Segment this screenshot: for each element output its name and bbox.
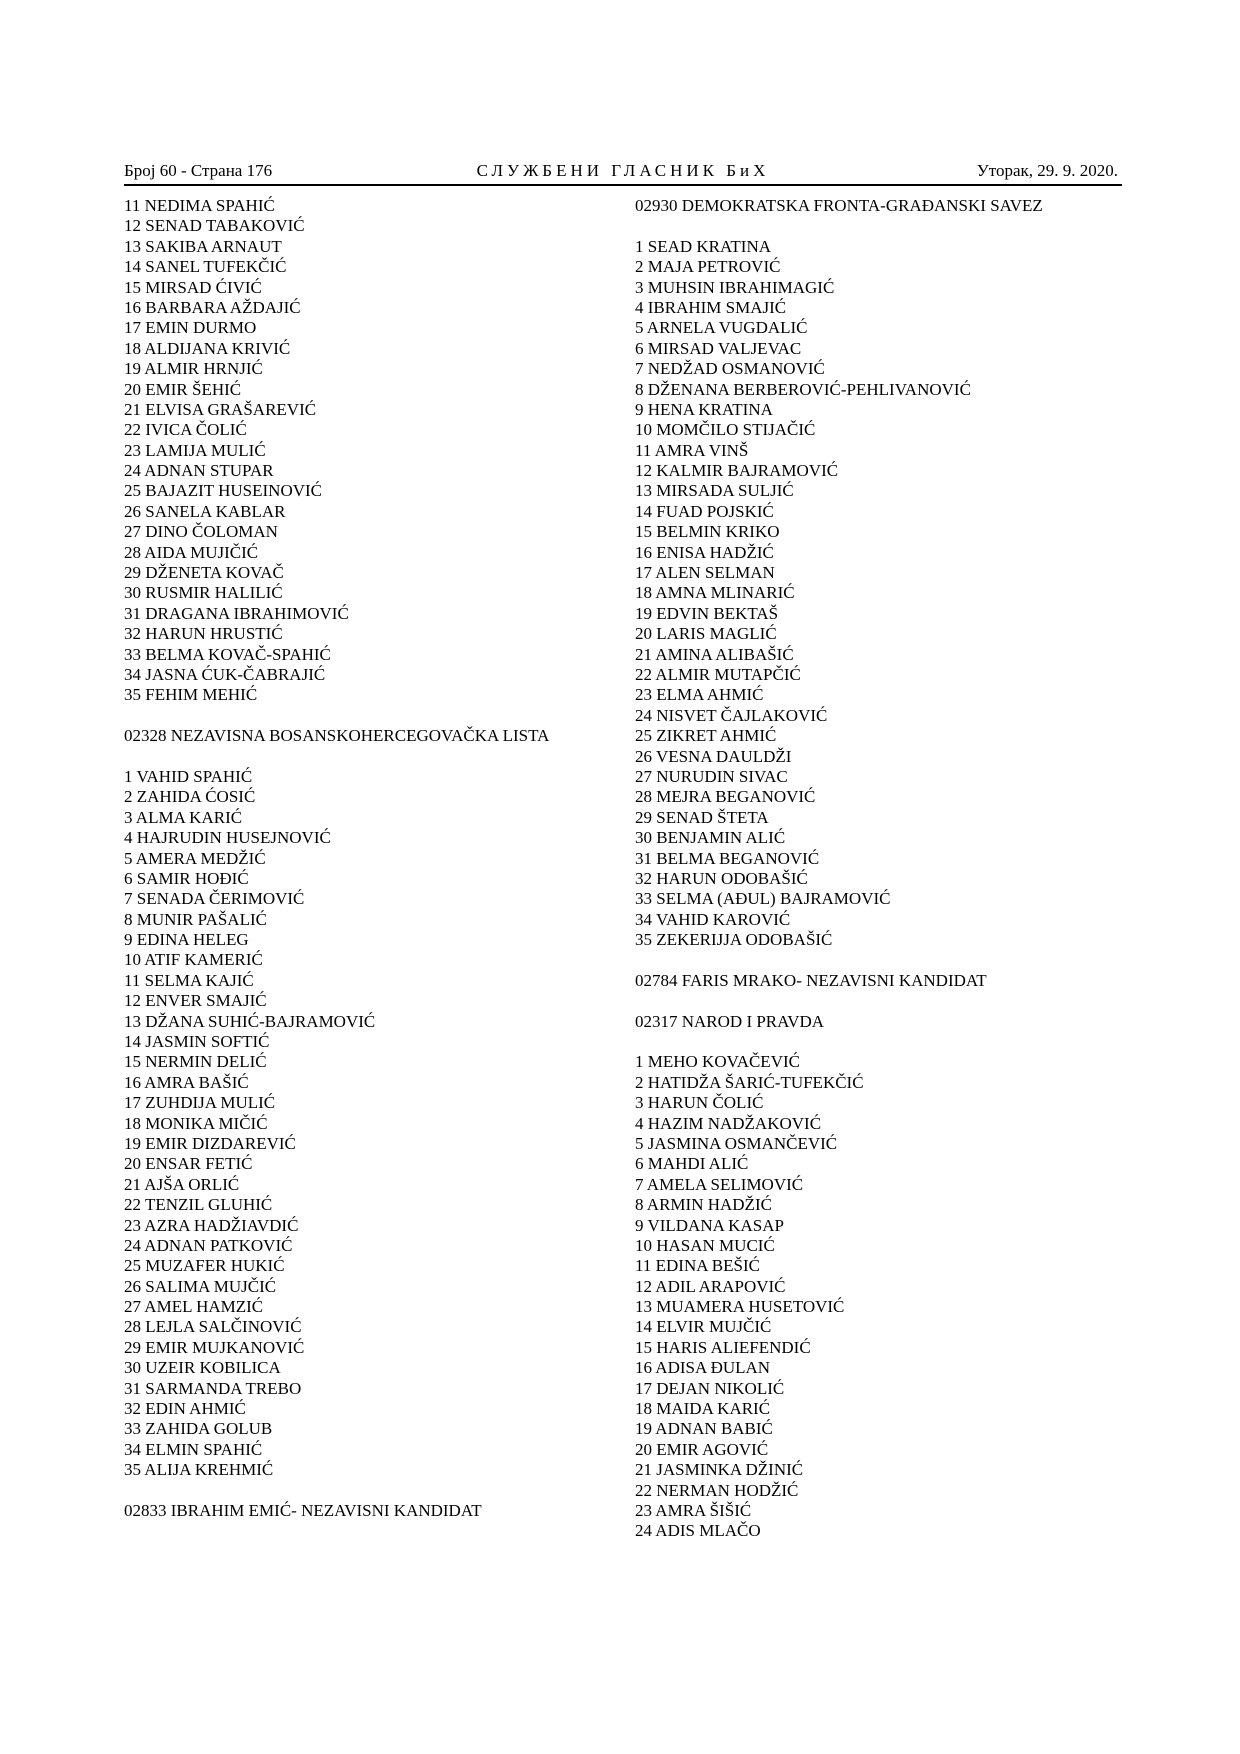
party-heading: 02930 DEMOKRATSKA FRONTA-GRAĐANSKI SAVEZ: [635, 196, 1043, 215]
candidate-line: 8 MUNIR PAŠALIĆ: [124, 909, 267, 929]
candidate-line: 21 AJŠA ORLIĆ: [124, 1174, 240, 1194]
candidate-line: 8 DŽENANA BERBEROVIĆ-PEHLIVANOVIĆ: [635, 379, 971, 399]
candidate-line: 20 EMIR ŠEHIĆ: [124, 379, 242, 399]
candidate-line: 2 HATIDŽA ŠARIĆ-TUFEKČIĆ: [635, 1072, 864, 1092]
candidate-line: 29 SENAD ŠTETA: [635, 807, 769, 827]
candidate-line: 9 HENA KRATINA: [635, 399, 773, 419]
candidate-line: 19 ADNAN BABIĆ: [635, 1419, 773, 1439]
candidate-line: 11 AMRA VINŠ: [635, 440, 749, 460]
candidate-line: 14 SANEL TUFEKČIĆ: [124, 257, 287, 277]
candidate-line: 19 ALMIR HRNJIĆ: [124, 359, 263, 379]
candidate-line: 29 EMIR MUJKANOVIĆ: [124, 1337, 305, 1357]
candidate-line: 24 ADIS MLAČO: [635, 1521, 761, 1541]
candidate-line: 14 JASMIN SOFTIĆ: [124, 1032, 270, 1052]
candidate-line: 1 SEAD KRATINA: [635, 236, 771, 256]
candidate-line: 2 ZAHIDA ĆOSIĆ: [124, 787, 256, 807]
candidate-line: 24 NISVET ČAJLAKOVIĆ: [635, 705, 828, 725]
candidate-line: 7 SENADA ČERIMOVIĆ: [124, 889, 305, 909]
candidate-line: 20 ENSAR FETIĆ: [124, 1154, 253, 1174]
candidate-line: 10 MOMČILO STIJAČIĆ: [635, 420, 816, 440]
candidate-line: 4 HAZIM NADŽAKOVIĆ: [635, 1113, 822, 1133]
candidate-line: 17 EMIN DURMO: [124, 318, 257, 338]
candidate-line: 2 MAJA PETROVIĆ: [635, 257, 781, 277]
candidate-line: 30 UZEIR KOBILICA: [124, 1358, 281, 1378]
candidate-line: 17 DEJAN NIKOLIĆ: [635, 1378, 785, 1398]
candidate-line: 14 FUAD POJSKIĆ: [635, 501, 774, 521]
candidate-line: 31 SARMANDA TREBO: [124, 1378, 302, 1398]
candidate-line: 6 MIRSAD VALJEVAC: [635, 338, 802, 358]
spacer: [635, 216, 1135, 236]
spacer: [635, 991, 1135, 1011]
candidate-line: 8 ARMIN HADŽIĆ: [635, 1195, 772, 1215]
spacer: [124, 1481, 624, 1501]
candidate-line: 15 BELMIN KRIKO: [635, 522, 780, 542]
candidate-line: 34 ELMIN SPAHIĆ: [124, 1439, 263, 1459]
candidate-line: 23 LAMIJA MULIĆ: [124, 440, 266, 460]
candidate-line: 4 IBRAHIM SMAJIĆ: [635, 297, 787, 317]
candidate-line: 11 SELMA KAJIĆ: [124, 970, 254, 990]
candidate-line: 16 AMRA BAŠIĆ: [124, 1072, 249, 1092]
candidate-line: 33 SELMA (AĐUL) BAJRAMOVIĆ: [635, 889, 891, 909]
candidate-line: 25 BAJAZIT HUSEINOVIĆ: [124, 481, 323, 501]
candidate-line: 22 TENZIL GLUHIĆ: [124, 1195, 273, 1215]
candidate-line: 11 EDINA BEŠIĆ: [635, 1256, 760, 1276]
candidate-line: 13 MIRSADA SULJIĆ: [635, 481, 794, 501]
candidate-line: 17 ZUHDIJA MULIĆ: [124, 1093, 276, 1113]
candidate-line: 18 MAIDA KARIĆ: [635, 1399, 771, 1419]
candidate-line: 23 AMRA ŠIŠIĆ: [635, 1501, 752, 1520]
candidate-line: 26 SANELA KABLAR: [124, 501, 286, 521]
candidate-line: 20 LARIS MAGLIĆ: [635, 624, 777, 644]
candidate-line: 32 HARUN HRUSTIĆ: [124, 624, 283, 644]
candidate-line: 5 AMERA MEDŽIĆ: [124, 848, 266, 868]
candidate-line: 30 RUSMIR HALILIĆ: [124, 583, 283, 603]
candidate-line: 5 JASMINA OSMANČEVIĆ: [635, 1133, 838, 1153]
candidate-line: 29 DŽENETA KOVAČ: [124, 563, 284, 583]
candidate-line: 19 EMIR DIZDAREVIĆ: [124, 1133, 296, 1153]
candidate-line: 4 HAJRUDIN HUSEJNOVIĆ: [124, 828, 331, 848]
candidate-line: 28 LEJLA SALČINOVIĆ: [124, 1317, 302, 1337]
candidate-line: 16 BARBARA AŽDAJIĆ: [124, 297, 301, 317]
candidate-line: 15 MIRSAD ĆIVIĆ: [124, 277, 262, 297]
candidate-line: 27 AMEL HAMZIĆ: [124, 1297, 264, 1317]
candidate-line: 3 ALMA KARIĆ: [124, 807, 243, 827]
gazette-title: СЛУЖБЕНИ ГЛАСНИК БиХ: [476, 161, 770, 180]
candidate-line: 13 SAKIBA ARNAUT: [124, 236, 282, 256]
candidate-line: 27 DINO ČOLOMAN: [124, 522, 278, 542]
candidate-line: 9 EDINA HELEG: [124, 930, 249, 950]
candidate-line: 12 ENVER SMAJIĆ: [124, 991, 267, 1011]
candidate-line: 6 SAMIR HOĐIĆ: [124, 868, 249, 888]
candidate-line: 16 ADISA ĐULAN: [635, 1358, 771, 1378]
right-column: [635, 196, 1135, 1542]
candidate-line: 26 SALIMA MUJČIĆ: [124, 1276, 277, 1296]
candidate-line: 7 NEDŽAD OSMANOVIĆ: [635, 359, 825, 379]
spacer: [124, 706, 624, 726]
page-header: [124, 160, 1122, 186]
party-heading: 02833 IBRAHIM EMIĆ- NEZAVISNI KANDIDAT: [124, 1501, 482, 1520]
candidate-line: 12 KALMIR BAJRAMOVIĆ: [635, 461, 839, 481]
candidate-line: 32 EDIN AHMIĆ: [124, 1399, 246, 1419]
candidate-line: 18 MONIKA MIČIĆ: [124, 1113, 268, 1133]
candidate-line: 21 ELVISA GRAŠAREVIĆ: [124, 399, 317, 419]
candidate-line: 7 AMELA SELIMOVIĆ: [635, 1174, 804, 1194]
candidate-line: 20 EMIR AGOVIĆ: [635, 1439, 769, 1459]
candidate-line: 33 ZAHIDA GOLUB: [124, 1419, 273, 1439]
candidate-line: 35 ZEKERIJJA ODOBAŠIĆ: [635, 930, 833, 950]
candidate-line: 24 ADNAN PATKOVIĆ: [124, 1235, 293, 1255]
candidate-line: 22 NERMAN HODŽIĆ: [635, 1480, 799, 1500]
spacer: [635, 1032, 1135, 1052]
candidate-line: 3 HARUN ČOLIĆ: [635, 1093, 764, 1113]
candidate-line: 31 DRAGANA IBRAHIMOVIĆ: [124, 603, 349, 623]
candidate-line: 19 EDVIN BEKTAŠ: [635, 603, 779, 623]
candidate-line: 13 DŽANA SUHIĆ-BAJRAMOVIĆ: [124, 1011, 376, 1031]
candidate-line: 10 ATIF KAMERIĆ: [124, 950, 263, 970]
spacer: [635, 950, 1135, 970]
candidate-line: 27 NURUDIN SIVAC: [635, 766, 788, 786]
candidate-line: 32 HARUN ODOBAŠIĆ: [635, 868, 808, 888]
candidate-line: 22 ALMIR MUTAPČIĆ: [635, 664, 801, 684]
candidate-line: 34 JASNA ĆUK-ČABRAJIĆ: [124, 664, 326, 684]
candidate-line: 14 ELVIR MUJČIĆ: [635, 1317, 772, 1337]
spacer: [124, 747, 624, 767]
candidate-line: 21 JASMINKA DŽINIĆ: [635, 1460, 804, 1480]
candidate-line: 1 VAHID SPAHIĆ: [124, 766, 253, 786]
candidate-line: 23 AZRA HADŽIAVDIĆ: [124, 1215, 299, 1235]
candidate-line: 1 MEHO KOVAČEVIĆ: [635, 1052, 800, 1072]
candidate-line: 13 MUAMERA HUSETOVIĆ: [635, 1297, 845, 1317]
candidate-line: 25 ZIKRET AHMIĆ: [635, 726, 777, 746]
candidate-line: 15 HARIS ALIEFENDIĆ: [635, 1337, 811, 1357]
candidate-line: 11 NEDIMA SPAHIĆ: [124, 196, 275, 215]
candidate-line: 34 VAHID KAROVIĆ: [635, 909, 791, 929]
candidate-line: 24 ADNAN STUPAR: [124, 461, 274, 481]
candidate-line: 21 AMINA ALIBAŠIĆ: [635, 644, 794, 664]
issue-page-label: Број 60 - Страна 176: [124, 161, 273, 180]
candidate-line: 12 SENAD TABAKOVIĆ: [124, 216, 305, 236]
candidate-line: 9 VILDANA KASAP: [635, 1215, 784, 1235]
candidate-line: 5 ARNELA VUGDALIĆ: [635, 318, 808, 338]
candidate-line: 17 ALEN SELMAN: [635, 563, 775, 583]
candidate-line: 35 FEHIM MEHIĆ: [124, 685, 258, 705]
party-heading: 02328 NEZAVISNA BOSANSKOHERCEGOVAČKA LISTA: [124, 726, 550, 746]
candidate-line: 33 BELMA KOVAČ-SPAHIĆ: [124, 644, 331, 664]
party-heading: 02784 FARIS MRAKO- NEZAVISNI KANDIDAT: [635, 970, 987, 990]
candidate-line: 35 ALIJA KREHMIĆ: [124, 1460, 274, 1480]
candidate-line: 12 ADIL ARAPOVIĆ: [635, 1276, 786, 1296]
candidate-line: 22 IVICA ČOLIĆ: [124, 420, 247, 440]
party-heading: 02317 NAROD I PRAVDA: [635, 1011, 825, 1031]
candidate-line: 16 ENISA HADŽIĆ: [635, 542, 774, 562]
candidate-line: 26 VESNA DAULDŽI: [635, 746, 792, 766]
candidate-line: 25 MUZAFER HUKIĆ: [124, 1256, 285, 1276]
candidate-line: 28 AIDA MUJIČIĆ: [124, 542, 259, 562]
candidate-line: 23 ELMA AHMIĆ: [635, 685, 764, 705]
candidate-line: 30 BENJAMIN ALIĆ: [635, 828, 786, 848]
left-column: [124, 196, 624, 1521]
candidate-line: 18 AMNA MLINARIĆ: [635, 583, 795, 603]
candidate-line: 15 NERMIN DELIĆ: [124, 1052, 267, 1072]
candidate-line: 18 ALDIJANA KRIVIĆ: [124, 338, 291, 358]
candidate-line: 28 MEJRA BEGANOVIĆ: [635, 787, 816, 807]
candidate-line: 3 MUHSIN IBRAHIMAGIĆ: [635, 277, 835, 297]
candidate-line: 31 BELMA BEGANOVIĆ: [635, 848, 820, 868]
issue-date: Уторак, 29. 9. 2020.: [976, 161, 1118, 180]
candidate-line: 10 HASAN MUCIĆ: [635, 1235, 775, 1255]
candidate-line: 6 MAHDI ALIĆ: [635, 1154, 749, 1174]
